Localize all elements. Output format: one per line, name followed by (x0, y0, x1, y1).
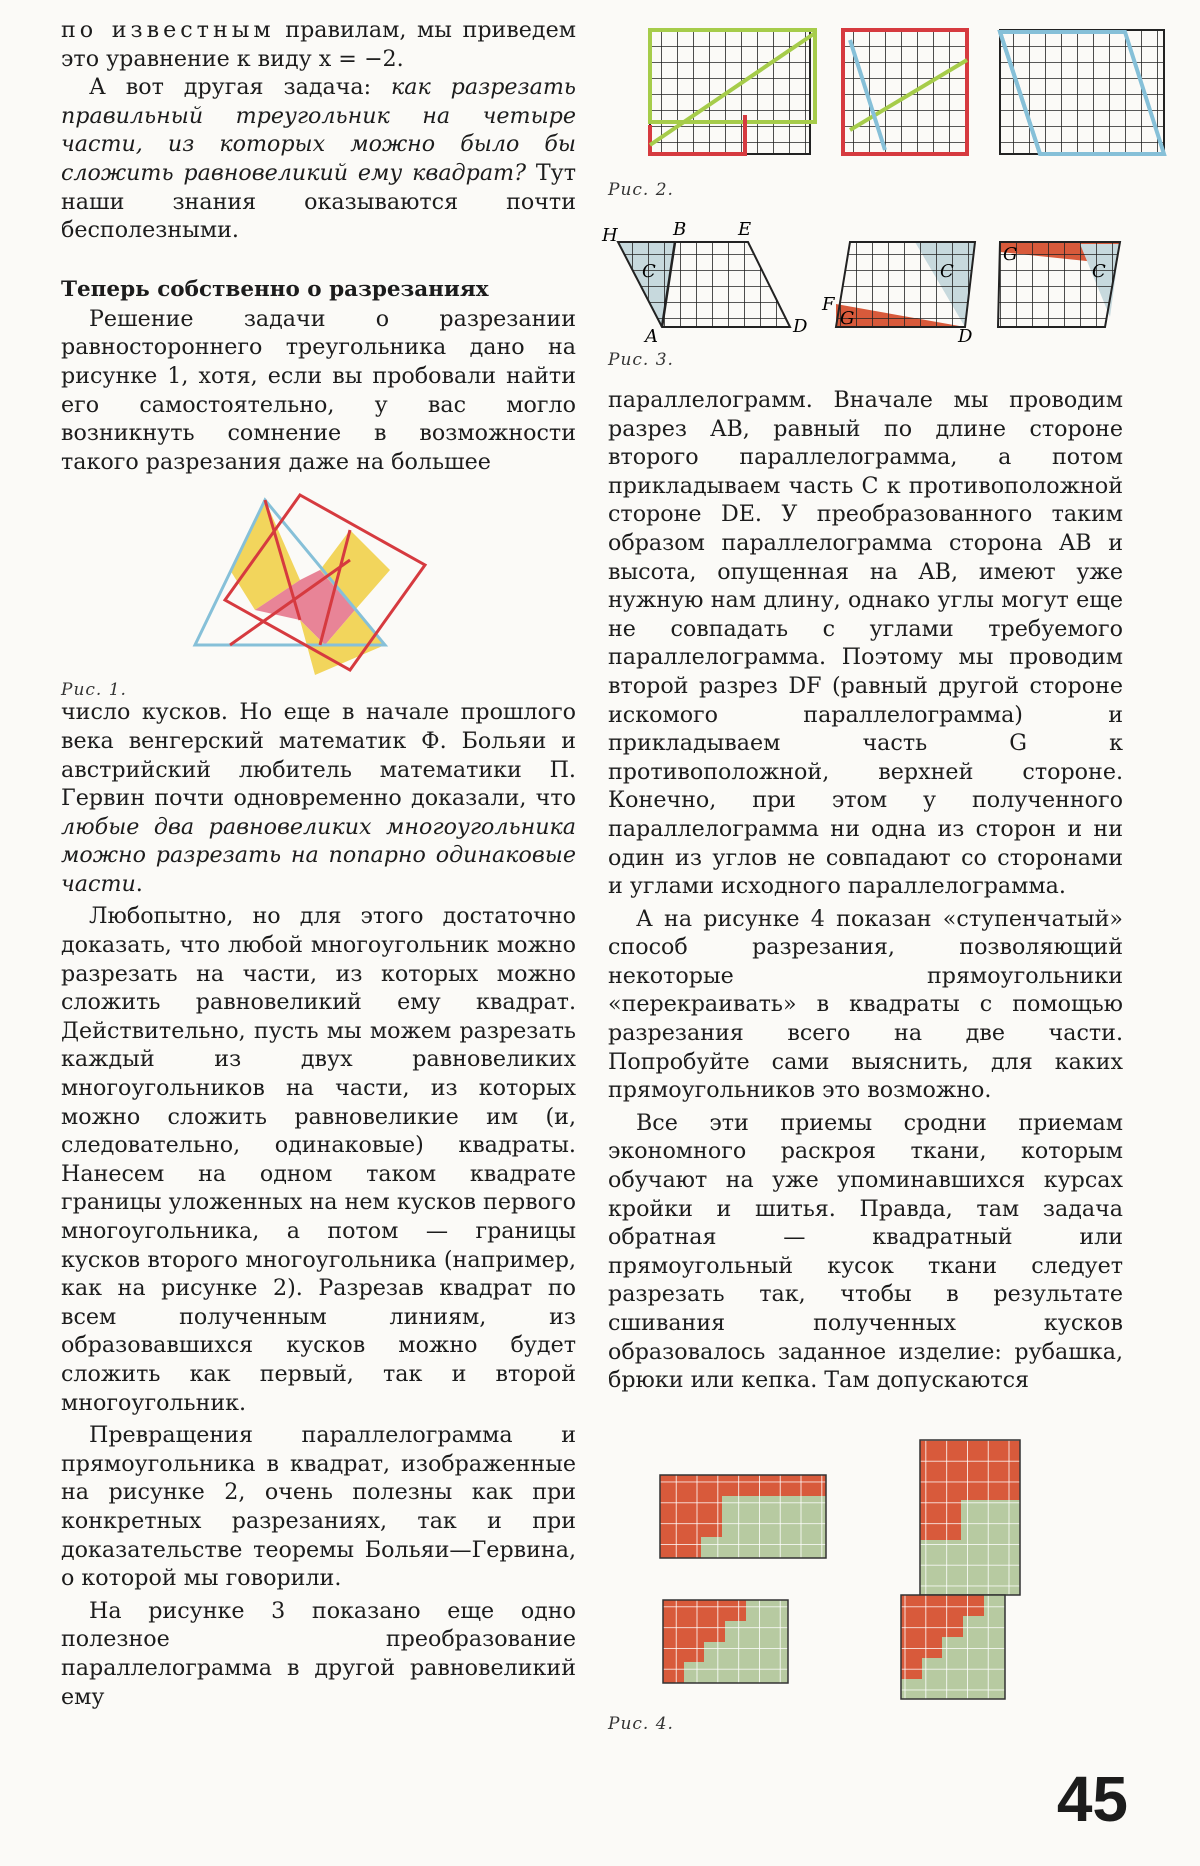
figure-1 (190, 495, 450, 675)
figure-3-caption: Рис. 3. (608, 350, 674, 370)
fig2-grid-2 (843, 30, 967, 154)
figure-4 (655, 1440, 1200, 1700)
fig3-label-h: H (602, 225, 618, 246)
fig3-label-c: C (642, 261, 656, 282)
page-number: 45 (1056, 1763, 1128, 1835)
fig2-grid-3 (1000, 30, 1164, 154)
italic-theorem: любые два равновеликих многоугольника можно разрезать на попарно одинаковые части (61, 813, 576, 897)
fig4-rect-2-grid (663, 1600, 788, 1683)
spaced-text: по известным (61, 17, 275, 43)
figure-1-caption-space (61, 676, 576, 698)
fig3-label-c2: C (940, 261, 954, 282)
fig3-label-e: E (738, 219, 752, 240)
fig3-label-a: A (645, 326, 658, 347)
left-column (61, 16, 576, 1711)
figure-3 (600, 219, 1160, 347)
text: правилам, мы приведем это уравнение к виду x = −2. (61, 17, 576, 72)
figure-2 (645, 30, 1195, 155)
fig3-label-c3: C (1092, 261, 1106, 282)
right-column (608, 386, 1123, 1395)
fig4-rect-1-grid (660, 1475, 826, 1558)
left-paragraph-2 (61, 73, 576, 245)
left-paragraph-6: Превращения параллелограмма и прямоугольника в квадрат, изображенные на рисунке 2, очень полезны как при конкретных разрезаниях, так и при доказательстве теоремы Больяи—Гервина, о которой мы говорили. (61, 1422, 576, 1592)
fig4-square-1-grid (920, 1440, 1020, 1595)
fig3-parallelogram-1 (618, 242, 790, 327)
fig3-label-b: B (673, 219, 687, 240)
text: число кусков. Но еще в начале прошлого века венгерский математик Ф. Больяи и австрийский любитель математики П. Гервин почти одновременно доказали, что (61, 699, 576, 812)
figure-2-caption: Рис. 2. (608, 180, 674, 200)
left-paragraph-1 (61, 16, 576, 73)
figure-1-caption: Рис. 1. (61, 680, 127, 700)
fig3-label-g3: G (1003, 244, 1018, 265)
fig3-parallelogram-2 (836, 242, 975, 327)
right-paragraph-2: А на рисунке 4 показан «ступенчатый» способ разрезания, позволяющий некоторые прямоугольники «перекраивать» в квадраты с помощью разрезания всего на две части. Попробуйте сами выяснить, для каких прямоугольников это возможно. (608, 905, 1123, 1104)
text: А вот другая задача: (89, 74, 392, 101)
left-paragraph-4 (61, 698, 576, 898)
left-paragraph-5: Любопытно, но для этого достаточно доказать, что любой многоугольник можно разрезать на части, из которых можно сложить равновеликий ему квадрат. Действительно, пусть мы можем разрезать каждый из двух равновеликих многоугольников на части, из которых можно сложить равновеликие им (и, следовательно, одинаковые) квадраты. Нанесем на одном таком квадрате границы уложенных на нем кусков первого многоугольника, а потом — границы кусков второго многоугольника (например, как на рисунке 2). Разрезав квадрат по всем полученным линиям, из образовавшихся кусков можно будет сложить как первый, так и второй многоугольник. (61, 903, 576, 1416)
text: . (135, 870, 143, 897)
figure-4-caption: Рис. 4. (608, 1714, 674, 1734)
italic-question: как разрезать правильный треугольник на четыре части, из которых можно было бы сложить равновеликий ему квадрат? (61, 74, 576, 186)
left-paragraph-3: Решение задачи о разрезании равностороннего треугольника дано на рисунке 1, хотя, если вы пробовали найти его самостоятельно, у вас могло возникнуть сомнение в возможности такого разрезания даже на большее (61, 305, 576, 475)
fig3-label-d: D (793, 316, 808, 337)
right-paragraph-3: Все эти приемы сродни приемам экономного раскроя ткани, которым обучают на уже упоминавшихся курсах кройки и шитья. Правда, там задача обратная — квадратный или прямоугольный кусок ткани следует разрезать так, чтобы в результате сшивания полученных кусков образовалось заданное изделие: рубашка, брюки или кепка. Там допускаются (608, 1109, 1123, 1394)
right-paragraph-1: параллелограмм. Вначале мы проводим разрез AB, равный по длине стороне второго параллелограмма, а потом прикладываем часть C к противоположной стороне DE. У преобразованного таким образом параллелограмма сторона AB и высота, опущенная на AB, имеют уже нужную нам длину, однако углы могут еще не совпадать с углами требуемого параллелограмма. Поэтому мы проводим второй разрез DF (равный другой стороне искомого параллелограмма) и прикладываем часть G к противоположной, верхней стороне. Конечно, при этом у полученного параллелограмма ни одна из сторон и ни один из углов не совпадают со сторонами и углами исходного параллелограмма. (608, 387, 1123, 900)
fig3-label-f: F (822, 294, 835, 315)
fig3-label-d2: D (958, 326, 973, 347)
left-paragraph-7: На рисунке 3 показано еще одно полезное преобразование параллелограмма в другой равновеликий ему (61, 1597, 576, 1710)
fig4-rect-3-grid (901, 1595, 1005, 1699)
fig3-label-g: G (840, 308, 855, 329)
text: Тут наши знания оказываются почти бесполезными. (61, 159, 576, 244)
section-heading: Теперь собственно о разрезаниях (61, 276, 489, 302)
